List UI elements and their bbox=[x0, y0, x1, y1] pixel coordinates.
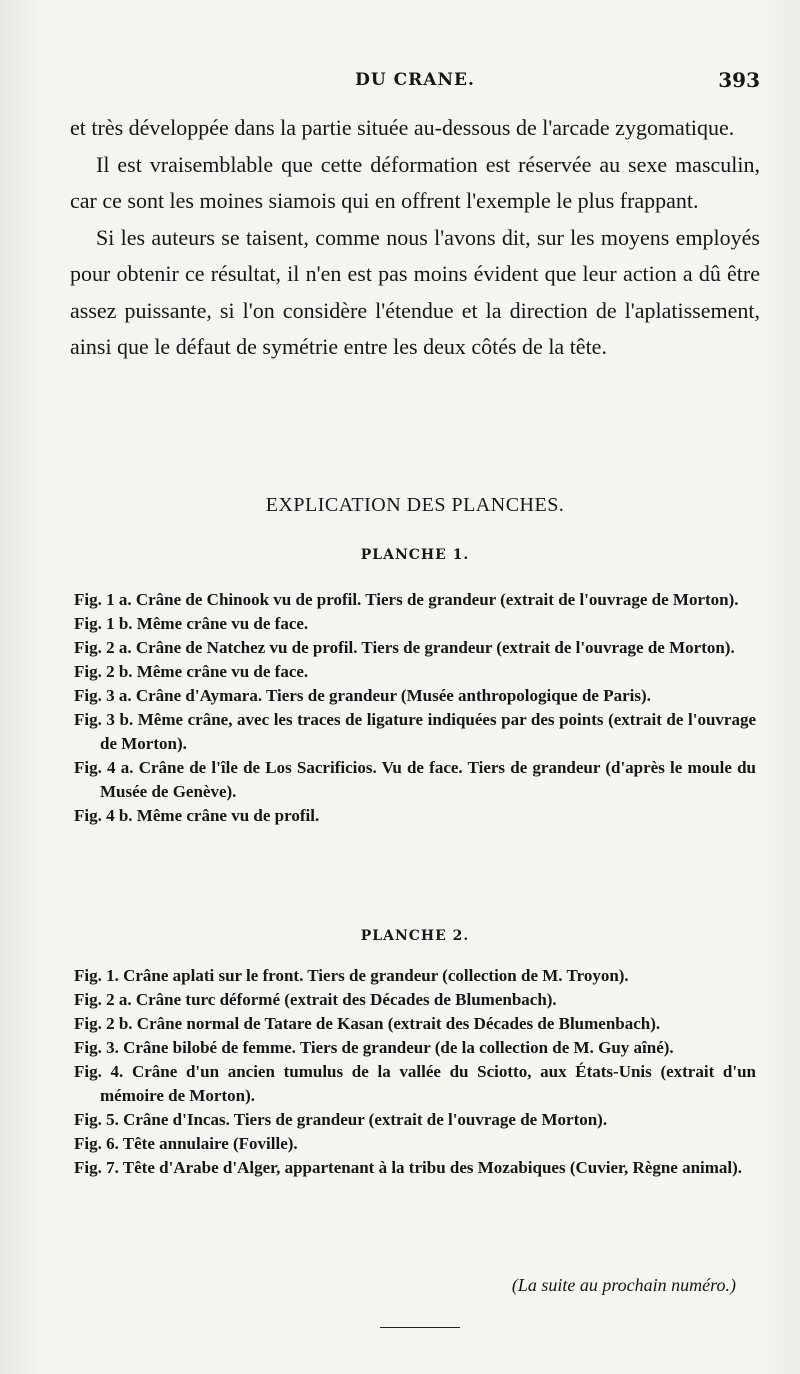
figure-caption: Fig. 2 b. Même crâne vu de face. bbox=[74, 662, 309, 681]
plate-1-figure-list bbox=[74, 588, 756, 828]
figure-caption: Fig. 6. Tête annulaire (Foville). bbox=[74, 1134, 298, 1153]
figure-caption: Fig. 1 b. Même crâne vu de face. bbox=[74, 614, 309, 633]
end-rule bbox=[380, 1327, 460, 1328]
page-header bbox=[70, 62, 760, 102]
figure-caption: Fig. 2 a. Crâne de Natchez vu de profil. Tiers de grandeur (extrait de l'ouvrage de Morton). bbox=[74, 638, 735, 657]
figure-caption: Fig. 4 b. Même crâne vu de profil. bbox=[74, 806, 320, 825]
paragraph-2: Il est vraisemblable que cette déformation est réservée au sexe masculin, car ce sont les moines siamois qui en offrent l'exemple le plus frappant. bbox=[70, 151, 760, 213]
body-text bbox=[70, 110, 760, 366]
plate-2-title: PLANCHE 2. bbox=[360, 928, 470, 944]
figure-caption: Fig. 2 b. Crâne normal de Tatare de Kasan (extrait des Décades de Blumenbach). bbox=[74, 1014, 661, 1033]
figure-caption: Fig. 7. Tête d'Arabe d'Alger, appartenant à la tribu des Mozabiques (Cuvier, Règne animal). bbox=[74, 1158, 743, 1177]
plate-2-figure-list bbox=[74, 964, 756, 1180]
figure-caption: Fig. 3. Crâne bilobé de femme. Tiers de grandeur (de la collection de M. Guy aîné). bbox=[74, 1038, 674, 1057]
continuation-note: (La suite au prochain numéro.) bbox=[511, 1275, 736, 1295]
plate-1-title: PLANCHE 1. bbox=[360, 547, 470, 563]
figure-caption: Fig. 5. Crâne d'Incas. Tiers de grandeur (extrait de l'ouvrage de Morton). bbox=[74, 1110, 608, 1129]
figure-caption: Fig. 2 a. Crâne turc déformé (extrait des Décades de Blumenbach). bbox=[74, 990, 557, 1009]
figure-caption: Fig. 1. Crâne aplati sur le front. Tiers de grandeur (collection de M. Troyon). bbox=[74, 966, 629, 985]
figure-caption: Fig. 3 b. Même crâne, avec les traces de ligature indiquées par des points (extrait de l'ouvrage de Morton). bbox=[74, 710, 756, 753]
page-number: 393 bbox=[718, 68, 760, 92]
running-title: DU CRANE. bbox=[355, 70, 475, 90]
section-title: EXPLICATION DES PLANCHES. bbox=[265, 494, 565, 516]
paragraph-1: et très développée dans la partie située au-dessous de l'arcade zygomatique. bbox=[70, 115, 735, 140]
paragraph-3: Si les auteurs se taisent, comme nous l'avons dit, sur les moyens employés pour obtenir ce résultat, il n'en est pas moins évident que leur action a dû être assez puissante, si l'on considère l'étendue et la direction de l'aplatissement, ainsi que le défaut de symétrie entre les deux côtés de la tête. bbox=[70, 224, 760, 359]
figure-caption: Fig. 3 a. Crâne d'Aymara. Tiers de grandeur (Musée anthropologique de Paris). bbox=[74, 686, 651, 705]
figure-caption: Fig. 4 a. Crâne de l'île de Los Sacrificios. Vu de face. Tiers de grandeur (d'après le moule du Musée de Genève). bbox=[74, 758, 756, 801]
figure-caption: Fig. 4. Crâne d'un ancien tumulus de la vallée du Sciotto, aux États-Unis (extrait d'un mémoire de Morton). bbox=[74, 1062, 756, 1105]
figure-caption: Fig. 1 a. Crâne de Chinook vu de profil. Tiers de grandeur (extrait de l'ouvrage de Morton). bbox=[74, 590, 739, 609]
